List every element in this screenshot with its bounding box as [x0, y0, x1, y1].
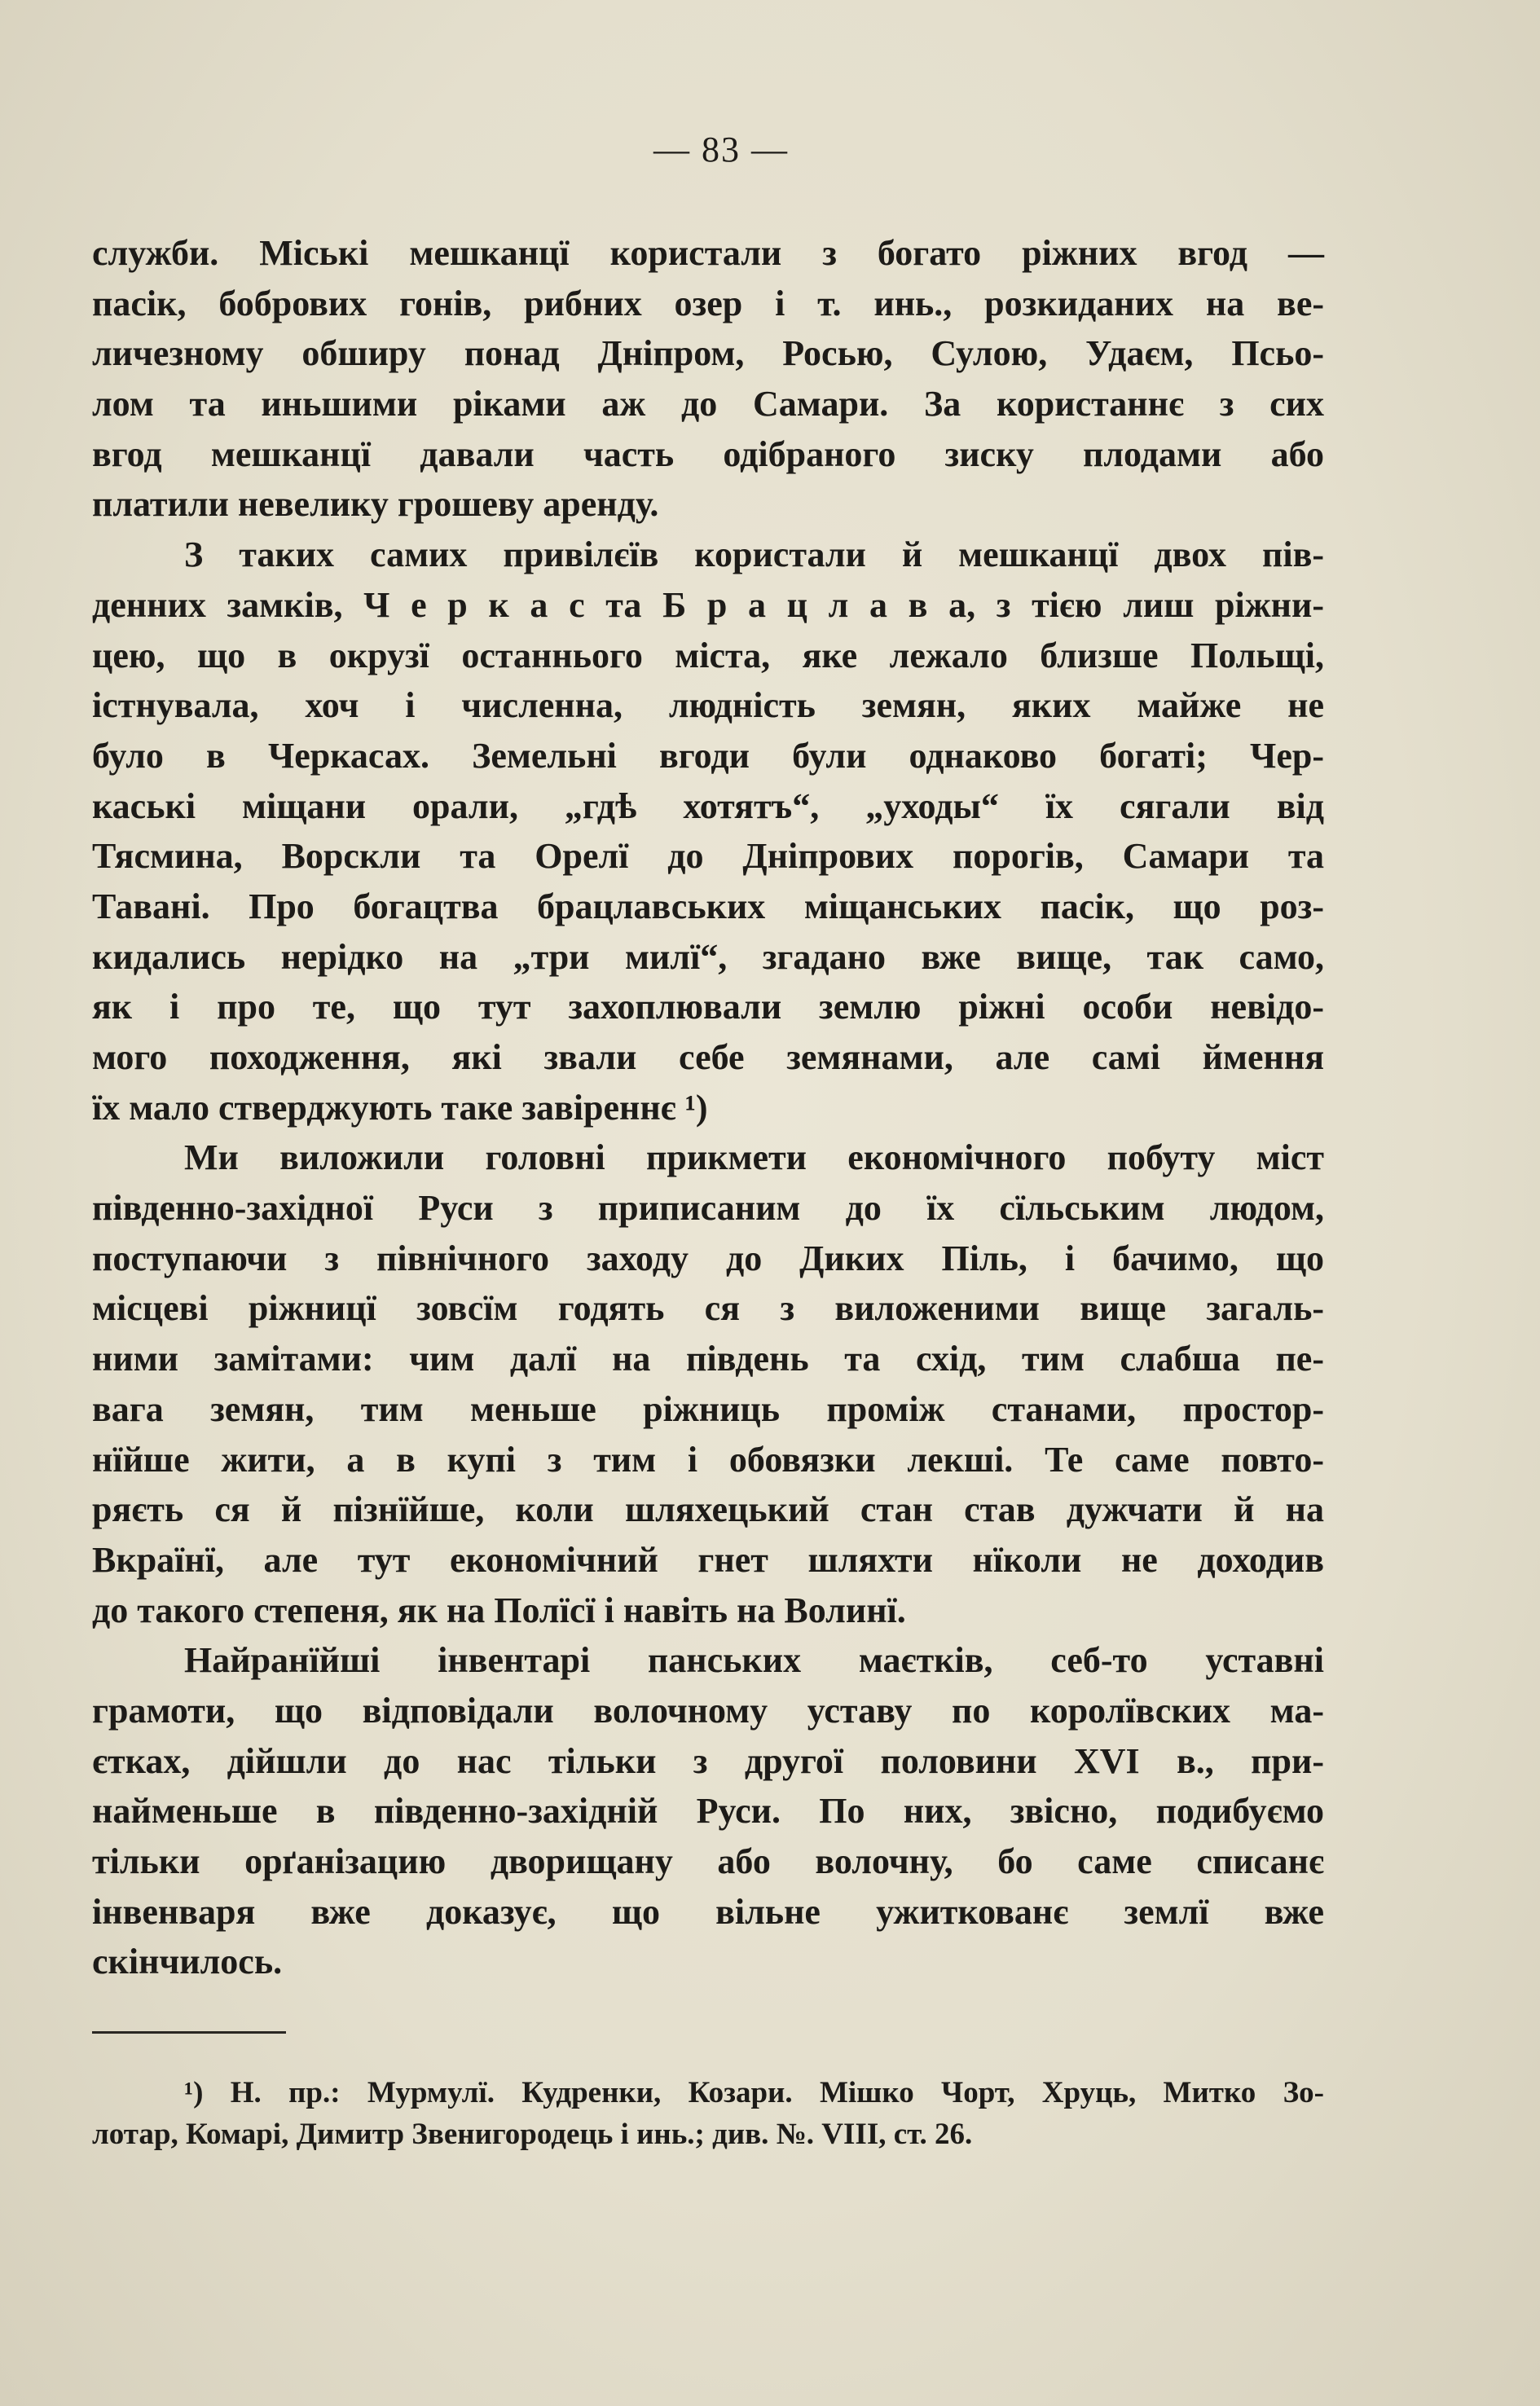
text-line: південно-західної Руси з приписаним до їх сїльським людом,	[92, 1188, 1324, 1229]
text-line: до такого степеня, як на Полїсї і навіть на Волинї.	[92, 1590, 906, 1630]
text-line: вгод мешканцї давали часть одібраного зиску плодами або	[92, 433, 1324, 474]
footnote-line: лотар, Комарі, Димитр Звенигородець і инь.; див. №. VIII, ст. 26.	[92, 2118, 973, 2151]
text-line: було в Черкасах. Земельні вгоди були однаково богаті; Чер-	[92, 735, 1324, 776]
text-line: мого походження, які звали себе земянами, але самі ймення	[92, 1037, 1324, 1077]
text-line: єтках, дійшли до нас тільки з другої половини XVI в., при-	[92, 1740, 1324, 1781]
footnotes	[92, 2072, 1324, 2155]
page-number: — 83 —	[653, 130, 789, 169]
text-line: поступаючи з північного заходу до Диких Піль, і бачимо, що	[92, 1238, 1324, 1278]
text-line: служби. Міські мешканцї користали з богато ріжних вгод —	[92, 233, 1324, 273]
text-line: каські міщани орали, „гдѣ хотятъ“, „уходы“ їх сягали від	[92, 785, 1324, 826]
body-text	[92, 228, 1324, 1987]
text-line: найменьше в південно-західній Руси. По них, звісно, подибуємо	[92, 1791, 1324, 1832]
paragraph	[92, 530, 1324, 1133]
paragraph	[92, 1133, 1324, 1635]
text-line: їх мало стверджують таке завіреннє ¹)	[92, 1087, 708, 1128]
paragraph	[92, 228, 1324, 530]
text-line: личезному обширу понад Дніпром, Росью, Сулою, Удаєм, Псьо-	[92, 333, 1324, 374]
text-line: Ми виложили головні прикмети економічного побуту міст	[184, 1137, 1324, 1178]
text-line: місцеві ріжницї зовсїм годять ся з виложеними вище загаль-	[92, 1288, 1324, 1329]
paragraph	[92, 1635, 1324, 1987]
text-line: нїйше жити, а в купі з тим і обовязки лекші. Те саме повто-	[92, 1439, 1324, 1480]
text-line: пасік, бобрових гонів, рибних озер і т. инь., розкиданих на ве-	[92, 283, 1324, 323]
footnote-line: ¹) Н. пр.: Мурмулї. Кудренки, Козари. Мішко Чорт, Хруць, Митко Зо-	[184, 2076, 1324, 2109]
text-line: лом та иньшими ріками аж до Самари. За користаннє з сих	[92, 384, 1324, 424]
text-line: цею, що в окрузї останнього міста, яке лежало близше Польщі,	[92, 635, 1324, 675]
footnote-divider	[92, 2031, 286, 2034]
text-line: З таких самих привілєїв користали й мешканцї двох пів-	[184, 534, 1324, 575]
text-line: вага земян, тим меньше ріжниць проміж станами, простор-	[92, 1388, 1324, 1429]
text-line: платили невелику грошеву аренду.	[92, 484, 659, 525]
text-line: кидались нерідко на „три милї“, згадано вже вище, так само,	[92, 936, 1324, 977]
text-line: істнувала, хоч і численна, людність земян, яких майже не	[92, 685, 1324, 726]
text-line: скінчилось.	[92, 1942, 283, 1982]
text-line: ними замітами: чим далї на південь та схід, тим слабша пе-	[92, 1339, 1324, 1379]
text-line: ряєть ся й пізнїйше, коли шляхецький стан став дужчати й на	[92, 1489, 1324, 1530]
text-line: Вкраїнї, але тут економічний гнет шляхти нїколи не доходив	[92, 1539, 1324, 1580]
text-line: тільки орґанізацию дворищану або волочну, бо саме списанє	[92, 1841, 1324, 1881]
text-line: денних замків, Ч е р к а с та Б р а ц л а в а, з тією лиш ріжни-	[92, 584, 1324, 625]
text-line: як і про те, що тут захоплювали землю ріжні особи невідо-	[92, 987, 1324, 1027]
text-line: Тавані. Про богацтва брацлавських міщанських пасік, що роз-	[92, 886, 1324, 926]
text-line: інвенваря вже доказує, що вільне ужиткованє землї вже	[92, 1891, 1324, 1932]
text-line: Тясмина, Ворскли та Орелї до Дніпрових порогів, Самари та	[92, 836, 1324, 877]
text-line: Найранїйші інвентарі панських маєтків, себ-то уставні	[184, 1640, 1324, 1681]
text-line: грамоти, що відповідали волочному уставу по королївских ма-	[92, 1690, 1324, 1731]
